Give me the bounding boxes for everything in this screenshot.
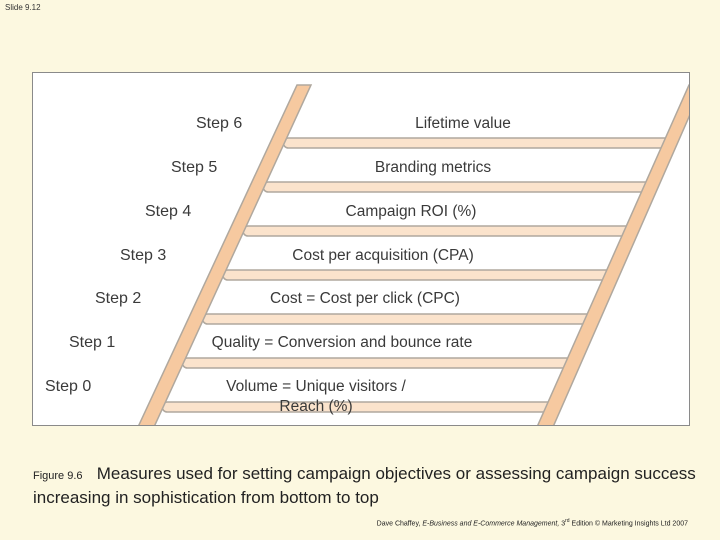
metric-lifetime-value: Lifetime value	[415, 115, 511, 132]
ladder-rung-1	[182, 358, 577, 368]
figure-number: Figure 9.6	[33, 470, 83, 482]
step-1-label: Step 1	[69, 334, 116, 351]
metric-branding: Branding metrics	[374, 159, 492, 176]
credit-edition-num: 3	[561, 520, 566, 528]
credit-rest: Edition © Marketing Insights Ltd 2007	[571, 520, 688, 528]
metric-volume-line1: Volume = Unique visitors /	[226, 378, 406, 395]
ladder-diagram	[32, 72, 690, 426]
metric-cpa: Cost per acquisition (CPA)	[292, 247, 474, 264]
ladder-right-rail	[537, 85, 690, 426]
metric-volume	[226, 377, 406, 417]
figure-caption	[33, 463, 703, 509]
credit-title: E-Business and E-Commerce Management,	[422, 520, 560, 528]
step-5-label: Step 5	[171, 159, 218, 176]
step-4-label: Step 4	[145, 203, 192, 220]
metric-quality: Quality = Conversion and bounce rate	[211, 334, 473, 351]
metric-volume-line2: Reach (%)	[279, 398, 353, 415]
metric-cpc: Cost = Cost per click (CPC)	[270, 290, 460, 307]
credit-author: Dave Chaffey,	[376, 520, 421, 528]
ladder-rung-2	[203, 314, 597, 324]
ladder-rung-4	[243, 226, 635, 236]
step-6-label: Step 6	[196, 115, 243, 132]
metric-campaign-roi: Campaign ROI (%)	[345, 203, 477, 220]
figure-caption-text: Measures used for setting campaign objectives or assessing campaign success increasing in sophistication from bottom to top	[33, 464, 696, 507]
credit-edition-sup: rd	[565, 518, 570, 524]
source-credit	[377, 518, 688, 527]
step-0-label: Step 0	[45, 378, 92, 395]
step-2-label: Step 2	[95, 290, 142, 307]
ladder-rung-5	[263, 182, 654, 192]
ladder-rung-6	[283, 138, 673, 148]
step-3-label: Step 3	[120, 247, 167, 264]
ladder-rung-3	[223, 270, 616, 280]
slide-number: Slide 9.12	[5, 3, 41, 12]
